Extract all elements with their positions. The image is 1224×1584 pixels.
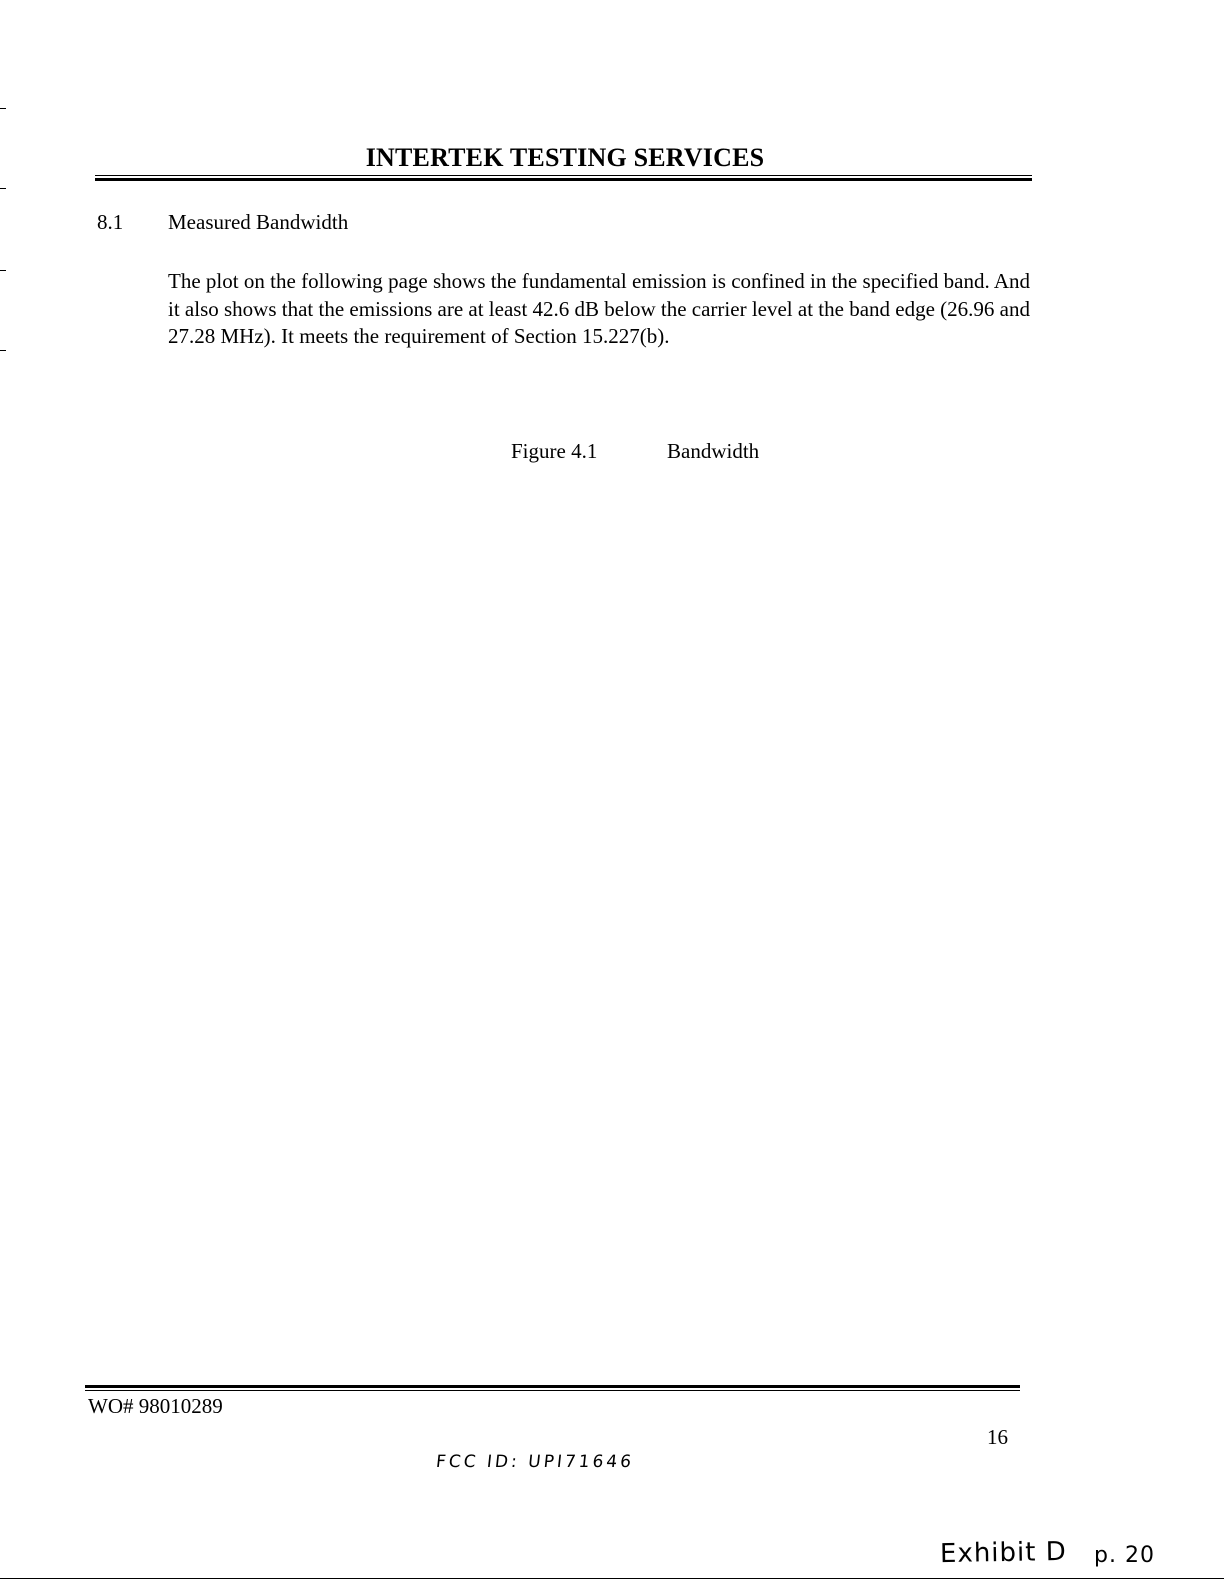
header-rule-top [95,175,1032,176]
scan-edge-line [0,1578,1224,1579]
scan-mark [0,270,6,271]
handwritten-exhibit-label: Exhibit D [939,1536,1067,1570]
page-header-title: INTERTEK TESTING SERVICES [365,143,765,172]
handwritten-exhibit-page: p. 20 [1094,1543,1155,1568]
section-number: 8.1 [97,210,124,234]
figure-title: Bandwidth [667,439,760,463]
work-order-number: WO# 98010289 [88,1394,223,1418]
section-body-paragraph: The plot on the following page shows the fundamental emission is confined in the specified band. And it also shows that the emissions are at least 42.6 dB below the carrier level at the band edge (26.96 and 27.28 MHz). It meets the requirement of Section 15.227(b). [168,269,1030,348]
footer-rule-top [85,1385,1020,1388]
header-rule-bottom [95,178,1032,181]
scan-mark [0,108,6,109]
page-number: 16 [987,1425,1008,1449]
scan-mark [0,350,6,351]
footer-rule-bottom [85,1390,1020,1391]
section-heading: Measured Bandwidth [168,210,349,234]
handwritten-fcc-id: FCC ID: UPI71646 [434,1452,636,1472]
figure-number: Figure 4.1 [511,439,598,463]
scan-mark [0,188,6,189]
